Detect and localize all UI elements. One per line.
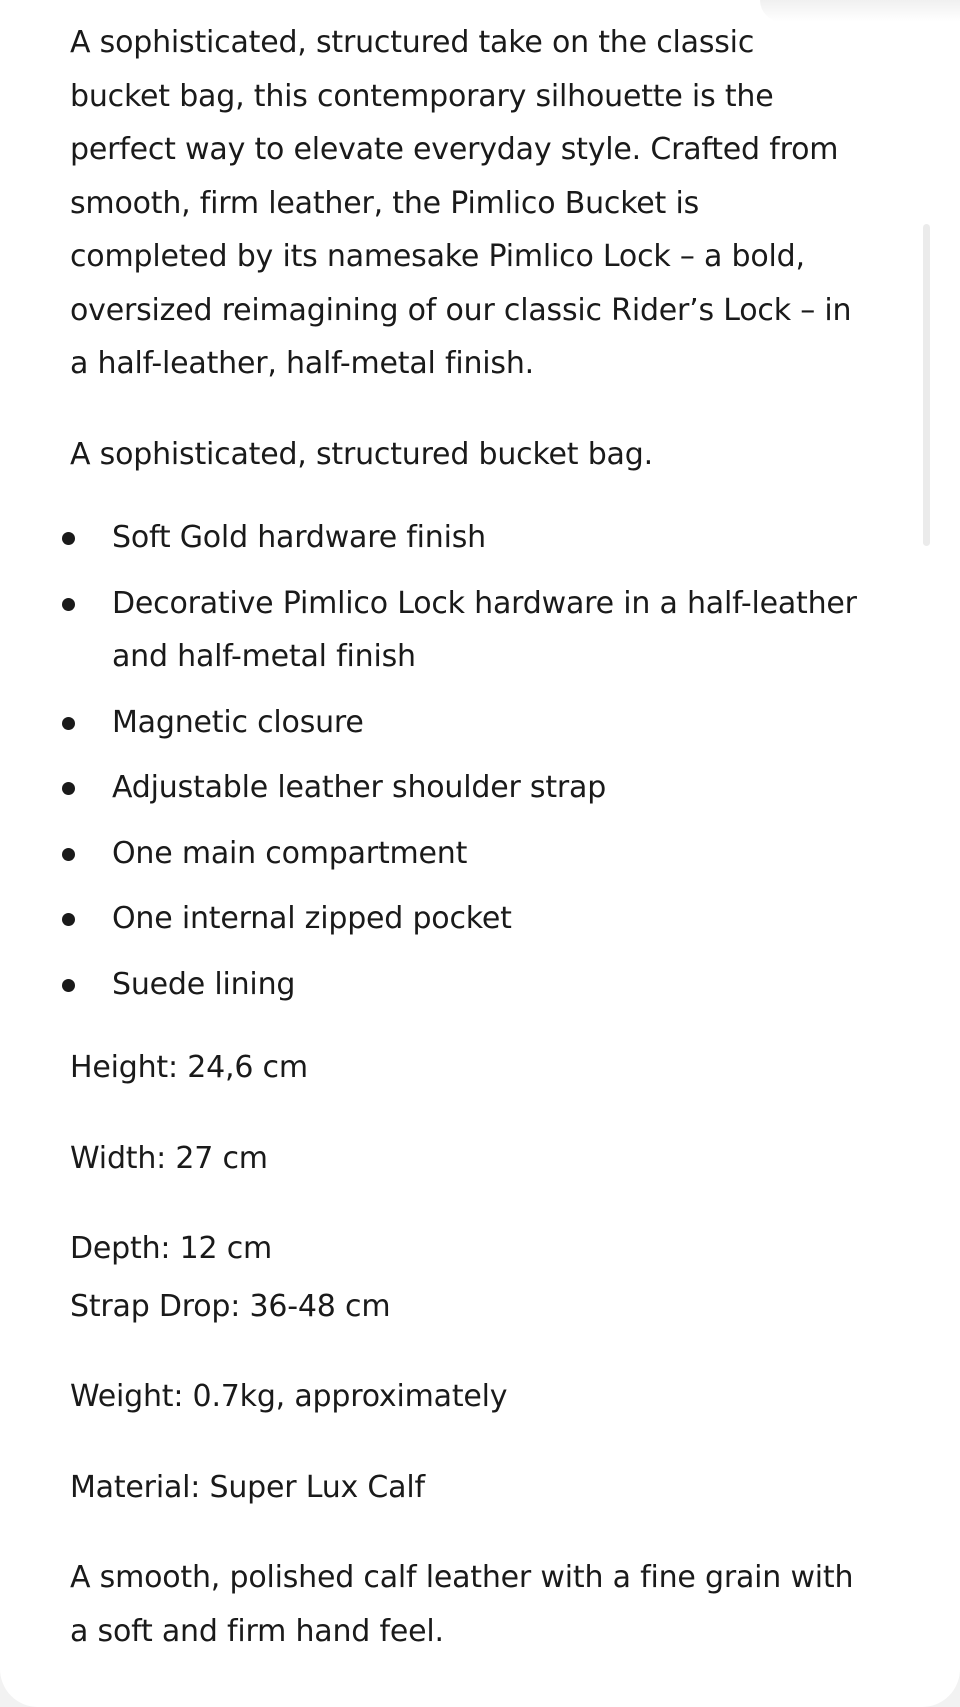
feature-item: Soft Gold hardware finish [70, 511, 860, 565]
spec-height: Height: 24,6 cm [70, 1050, 308, 1085]
spec-width: Width: 27 cm [70, 1140, 268, 1176]
spec-weight: Weight: 0.7kg, approximately [70, 1379, 508, 1414]
product-description-content [70, 16, 860, 1658]
spec-depth: Depth: 12 cm [70, 1231, 273, 1266]
spec-strap-drop: Strap Drop: 36-48 cm [70, 1288, 391, 1324]
spec-material: Material: Super Lux Calf [70, 1469, 425, 1505]
product-summary: A sophisticated, structured bucket bag. [70, 436, 653, 472]
feature-item: One main compartment [70, 827, 860, 881]
feature-item: One internal zipped pocket [70, 892, 860, 946]
feature-item: Decorative Pimlico Lock hardware in a half-leather and half-metal finish [70, 577, 860, 684]
feature-item: Magnetic closure [70, 696, 860, 750]
feature-item: Suede lining [70, 958, 860, 1012]
feature-item: Adjustable leather shoulder strap [70, 761, 860, 815]
scrollbar-thumb[interactable] [923, 224, 930, 546]
product-description: A sophisticated, structured take on the classic bucket bag, this contemporary silhouette is the perfect way to elevate everyday style. Crafted from smooth, firm leather, the Pimlico Bucket is completed by its namesake Pimlico Lock – a bold, oversized reimagining of our classic Rider’s Lock – in a half-leather, half-metal finish. [70, 25, 852, 381]
feature-list [70, 511, 860, 1011]
material-note: A smooth, polished calf leather with a fine grain with a soft and firm hand feel. [70, 1560, 854, 1649]
